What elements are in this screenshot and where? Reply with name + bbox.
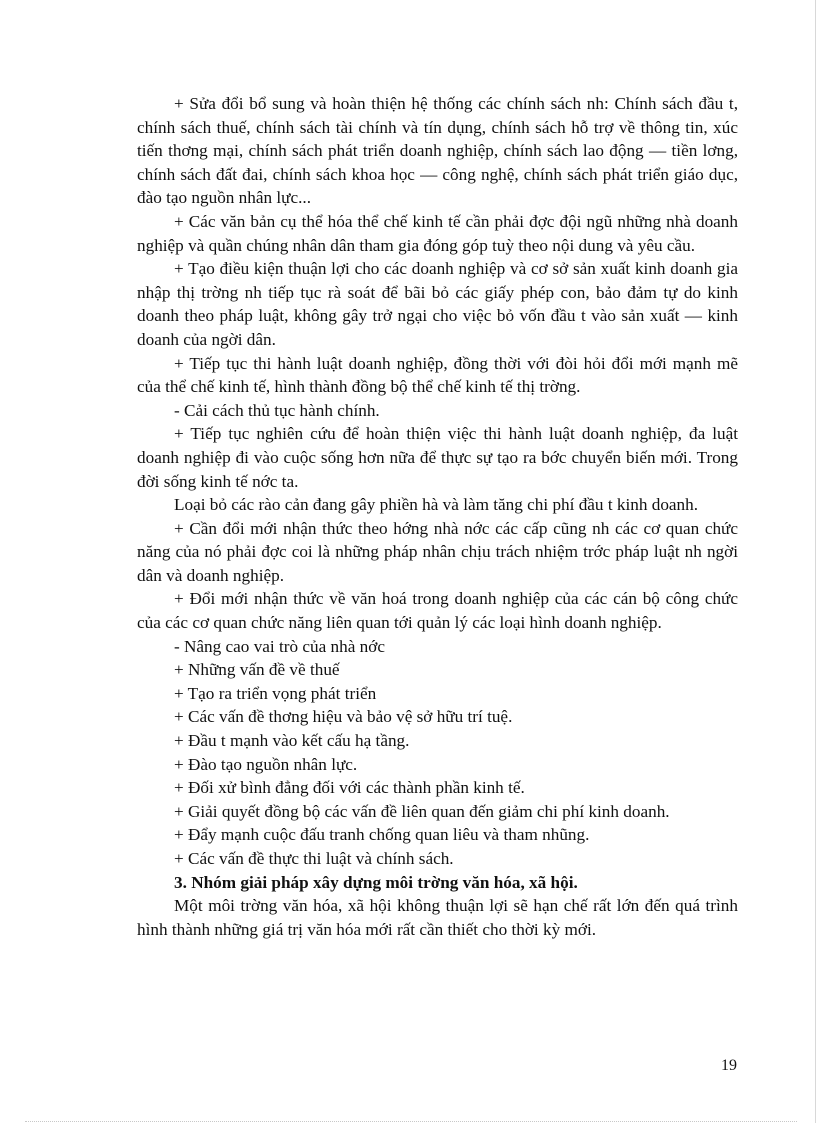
list-item-human-resources: + Đào tạo nguồn nhân lực.	[174, 754, 358, 774]
list-item-cost-reduction: + Giải quyết đồng bộ các vấn đề liên quan đến giảm chi phí kinh doanh.	[174, 801, 670, 821]
body-text	[137, 92, 738, 941]
paragraph-cultural-environment: Một môi trờng văn hóa, xã hội không thuận lợi sẽ hạn chế rất lớn đến quá trình hình thành những giá trị văn hóa mới rất cần thiết cho thời kỳ mới.	[137, 896, 738, 939]
list-item-infrastructure: + Đầu t mạnh vào kết cấu hạ tầng.	[174, 731, 410, 751]
list-item-law-enforcement: + Các vấn đề thực thi luật và chính sách.	[174, 849, 454, 868]
page-bottom-divider	[25, 1121, 797, 1122]
paragraph-policy-revision: + Sửa đổi bổ sung và hoàn thiện hệ thống các chính sách nh: Chính sách đầu t, chính sách thuế, chính sách tài chính và tín dụng, chính sách hỗ trợ về thông tin, xúc tiến thơng mại, chính sách phát triển doanh nghiệp, chính sách lao động — tiền lơng, chính sách đất đai, chính sách khoa học — công nghệ, chính sách phát triển giáo dục, đào tạo nguồn nhân lực...	[137, 94, 738, 208]
page-number: 19	[721, 1057, 737, 1074]
paragraph-admin-reform: - Cải cách thủ tục hành chính.	[174, 400, 380, 420]
paragraph-market-entry: + Tạo điều kiện thuận lợi cho các doanh nghiệp và cơ sở sản xuất kinh doanh gia nhập thị trờng nh tiếp tục rà soát để bãi bỏ các giấy phép con, bảo đảm tự do kinh doanh theo pháp luật, không gây trở ngại cho việc bỏ vốn đầu t vào sản xuất — kinh doanh của ngời dân.	[137, 259, 738, 349]
section-heading: 3. Nhóm giải pháp xây dựng môi trờng văn hóa, xã hội.	[174, 872, 578, 892]
list-item-anti-corruption: + Đẩy mạnh cuộc đấu tranh chống quan liêu và tham nhũng.	[174, 825, 590, 845]
list-item-state-role: - Nâng cao vai trò của nhà nớc	[174, 636, 385, 656]
list-item-tax: + Những vấn đề về thuế	[174, 660, 340, 680]
list-item-equal-treatment: + Đối xử bình đẳng đối với các thành phần kinh tế.	[174, 778, 525, 798]
paragraph-enterprise-law: + Tiếp tục thi hành luật doanh nghiệp, đồng thời với đòi hỏi đổi mới mạnh mẽ của thể chế kinh tế, hình thành đồng bộ thể chế kinh tế thị trờng.	[137, 353, 738, 397]
list-item-development-prospects: + Tạo ra triển vọng phát triển	[174, 683, 377, 703]
paragraph-business-culture: + Đổi mới nhận thức về văn hoá trong doanh nghiệp của các cán bộ công chức của các cơ quan chức năng liên quan tới quản lý các loại hình doanh nghiệp.	[137, 589, 738, 633]
list-item-brand-ip: + Các vấn đề thơng hiệu và bảo vệ sở hữu trí tuệ.	[174, 707, 513, 727]
paragraph-law-implementation: + Tiếp tục nghiên cứu để hoàn thiện việc thi hành luật doanh nghiệp, đa luật doanh nghiệp đi vào cuộc sống hơn nữa để thực sự tạo ra bớc chuyển biến mới. Trong đời sống kinh tế nớc ta.	[137, 424, 738, 491]
paragraph-renew-awareness: + Cần đổi mới nhận thức theo hớng nhà nớc các cấp cũng nh các cơ quan chức năng của nó phải đợc coi là những pháp nhân chịu trách nhiệm trớc pháp luật nh ngời dân và doanh nghiệp.	[137, 518, 738, 585]
paragraph-legal-documents: + Các văn bản cụ thể hóa thể chế kinh tế cần phải đợc đội ngũ những nhà doanh nghiệp và quần chúng nhân dân tham gia đóng góp tuỳ theo nội dung và yêu cầu.	[137, 211, 738, 255]
paragraph-remove-barriers: Loại bỏ các rào cản đang gây phiền hà và làm tăng chi phí đầu t kinh doanh.	[174, 495, 699, 515]
